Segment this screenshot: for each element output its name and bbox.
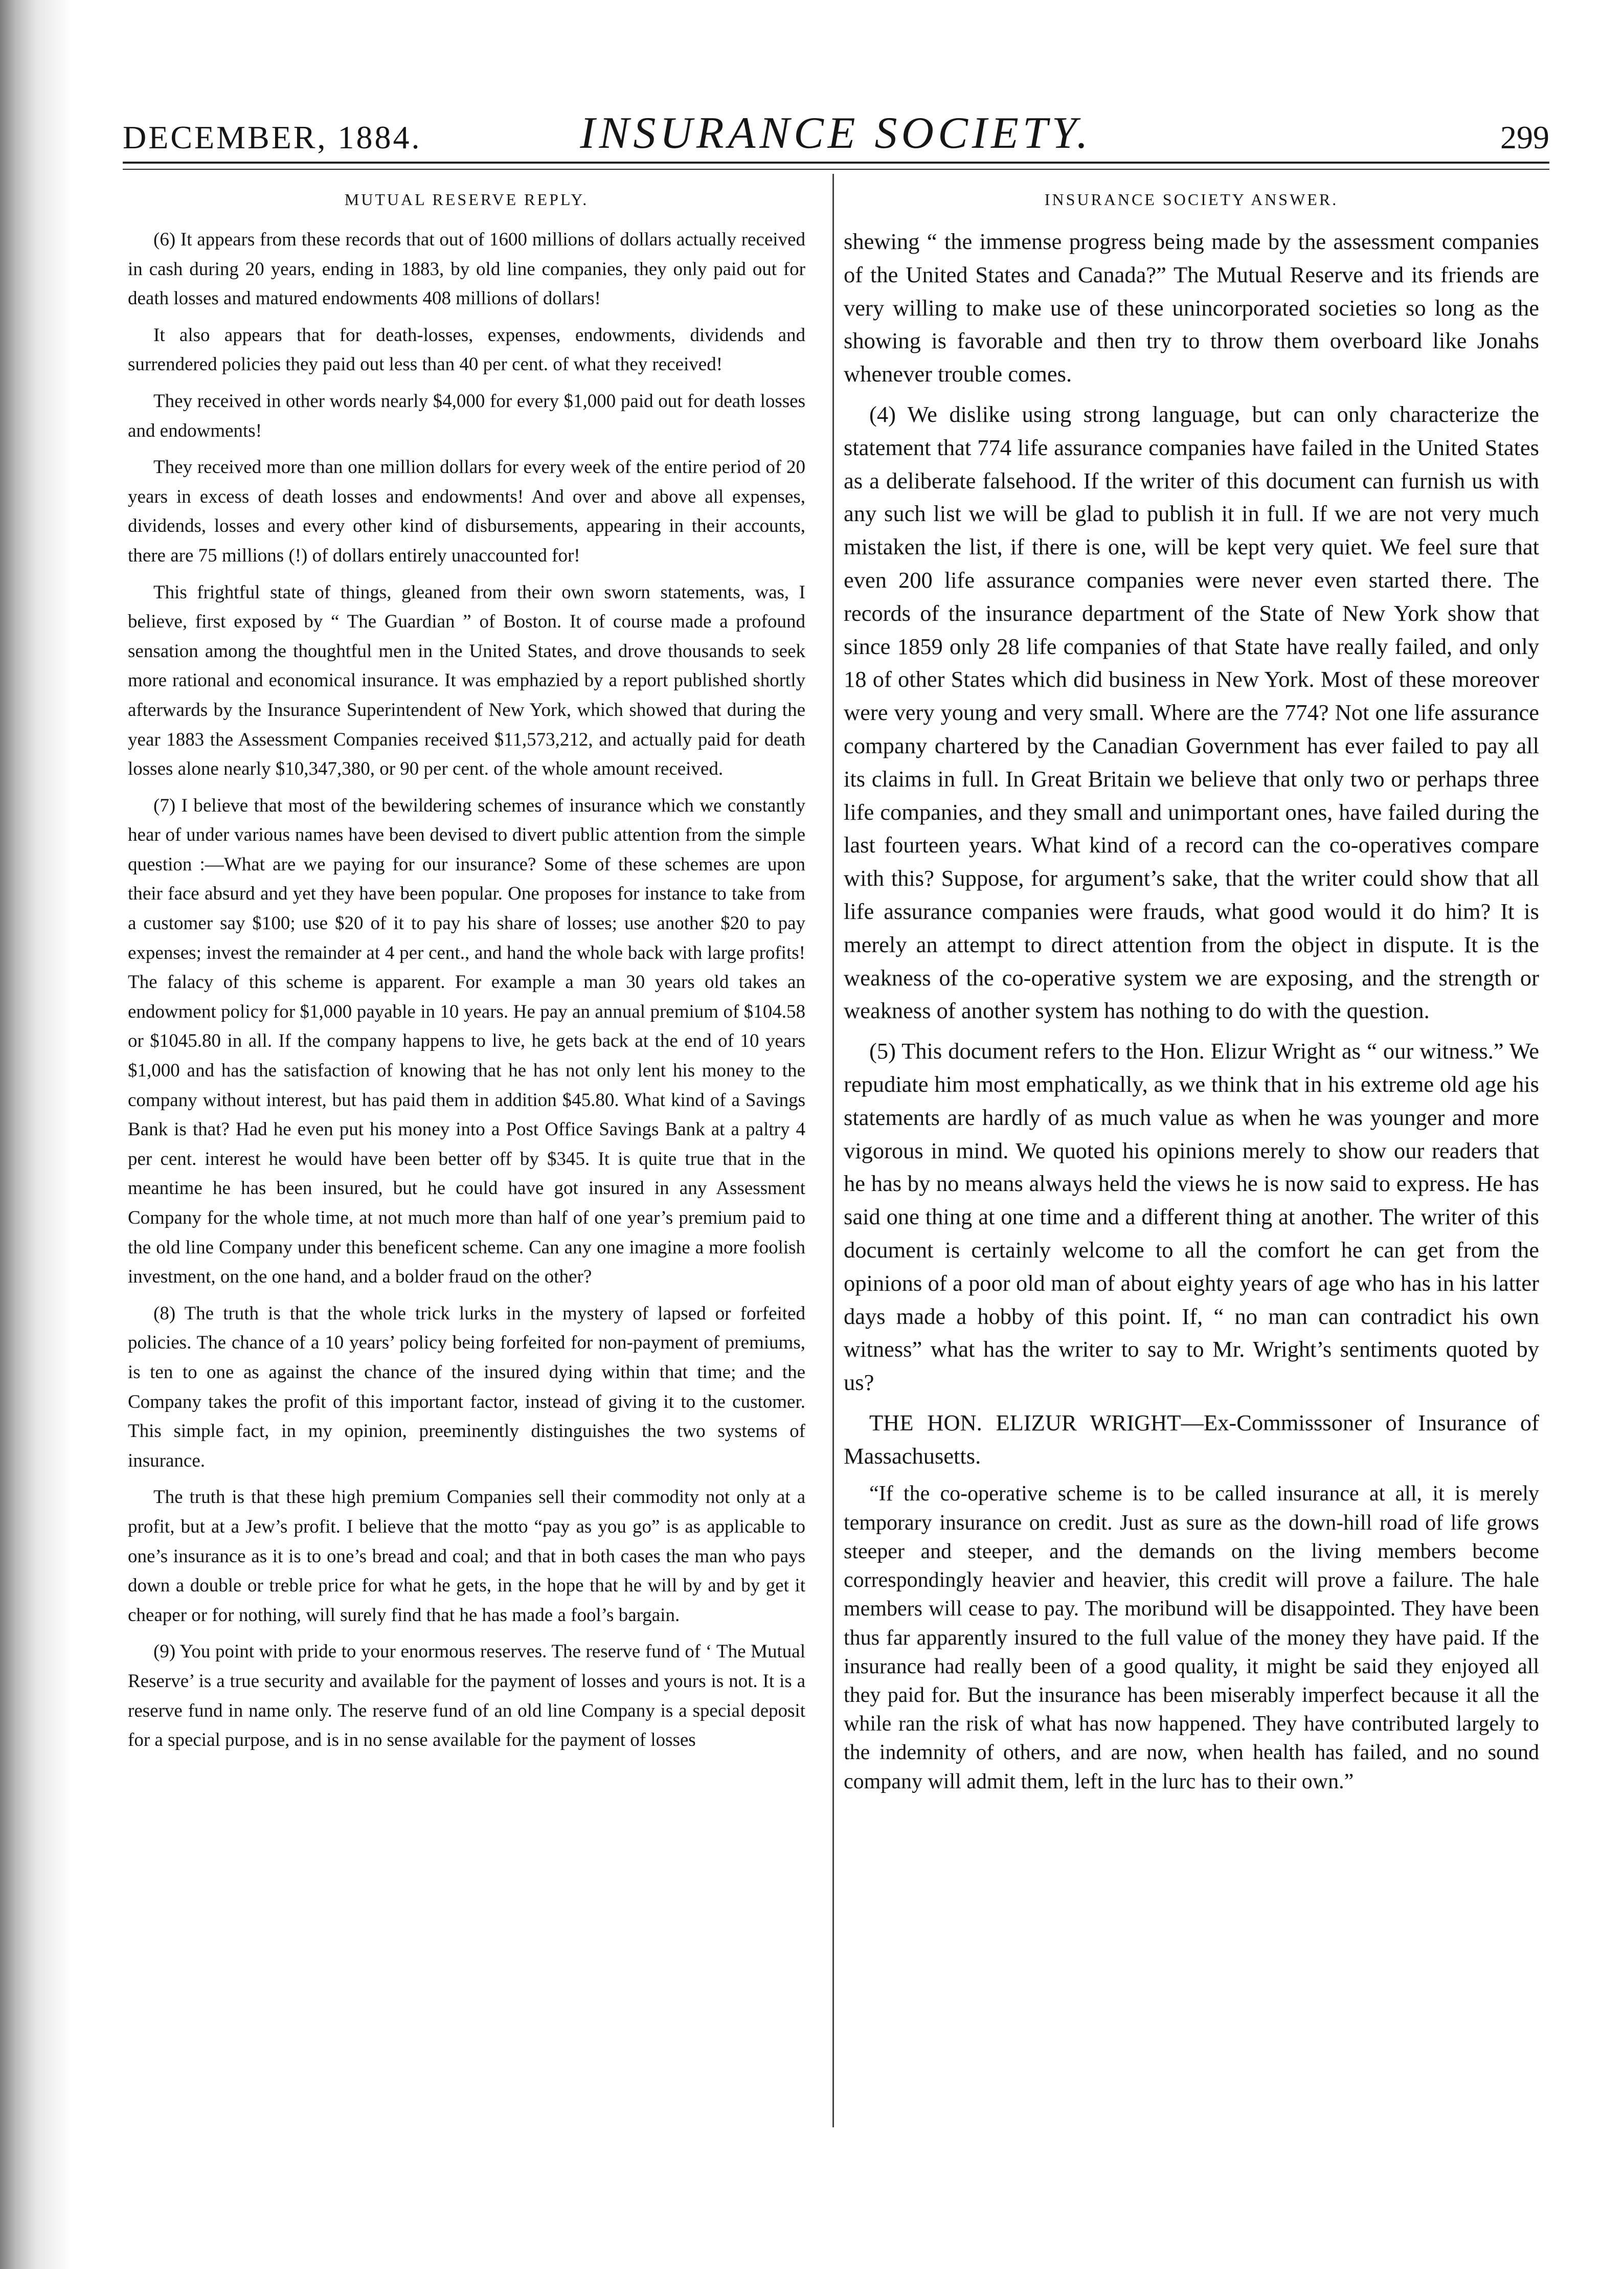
paragraph: shewing “ the immense progress being made by the assessment companies of the United States and Canada?” The Mutual Reserve and its friends are very willing to make use of these unincorporated societies so long as the showing is favorable and then try to throw them overboard like Jonahs whenever trouble comes. <box>844 229 1539 387</box>
issue-date: DECEMBER, 1884. <box>123 119 422 155</box>
right-column <box>844 189 1539 2148</box>
paragraph: (5) This document refers to the Hon. Elizur Wright as “ our witness.” We repudiate him most emphatically, as we think that in his extreme old age his statements are hardly of as much value as when he was younger and more vigorous in mind. We quoted his opinions merely to show our readers that he has by no means always held the views he is now said to express. He has said one thing at one time and a different thing at another. The writer of this document is certainly welcome to all the comfort he can get from the opinions of a poor old man of about eighty years of age who has in his latter days made a hobby of this point. If, “ no man can contradict his own witness” what has the writer to say to Mr. Wright’s sentiments quoted by us? <box>844 1038 1539 1396</box>
left-column-heading: MUTUAL RESERVE REPLY. <box>344 190 589 209</box>
scan-shadow <box>0 0 77 2269</box>
paragraph: They received more than one million dollars for every week of the entire period of 20 years in excess of death losses and endowments! And over and above all expenses, dividends, losses and every other kind of disbursements, appearing in their accounts, there are 75 millions (!) of dollars entirely unaccounted for! <box>128 457 805 566</box>
paragraph: THE HON. ELIZUR WRIGHT—Ex-Commisssoner of Insurance of Massachusetts. <box>844 1409 1539 1469</box>
paragraph: It also appears that for death-losses, expenses, endowments, dividends and surrendered policies they paid out less than 40 per cent. of what they received! <box>128 324 805 375</box>
paragraph: (8) The truth is that the whole trick lurks in the mystery of lapsed or forfeited policies. The chance of a 10 years’ policy being forfeited for non-payment of premiums, is ten to one as against the chance of the insured dying within that time; and the Company takes the profit of this important factor, instead of giving it to the customer. This simple fact, in my opinion, preeminently distinguishes the two systems of insurance. <box>128 1302 805 1471</box>
right-column-heading: INSURANCE SOCIETY ANSWER. <box>1044 190 1339 209</box>
paragraph: (9) You point with pride to your enormous reserves. The reserve fund of ‘ The Mutual Reserve’ is a true security and available for the payment of losses and yours is not. It is a reserve fund in name only. The reserve fund of an old line Company is a special deposit for a special purpose, and is in no sense available for the payment of losses <box>128 1641 805 1751</box>
publication-title: INSURANCE SOCIETY. <box>580 108 1092 158</box>
paragraph: (4) We dislike using strong language, but can only characterize the statement that 774 life assurance companies have failed in the United States as a deliberate falsehood. If the writer of this document can furnish us with any such list we will be glad to publish it in full. If we are not very much mistaken the list, if there is one, will be kept very quiet. We feel sure that even 200 life assurance companies were never even started there. The records of the insurance department of the State of New York show that since 1859 only 28 life companies of that State have really failed, and only 18 of other States which did business in New York. Most of these moreover were very young and very small. Where are the 774? Not one life assurance company chartered by the Canadian Government has ever failed to pay all its claims in full. In Great Britain we believe that only two or perhaps three life companies, and they small and unimportant ones, have failed during the last fourteen years. What kind of a record can the co-operatives compare with this? Suppose, for argument’s sake, that the writer could show that all life assurance companies were frauds, what good would it do him? It is merely an attempt to direct attention from the object in dispute. It is the weakness of the co-operative system we are exposing, and the strength or weakness of another system has nothing to do with the question. <box>844 401 1539 1024</box>
column-divider <box>832 174 834 2127</box>
quotation: “If the co-operative scheme is to be called insurance at all, it is merely temporary insurance on credit. Just as sure as the down-hill road of life grows steeper and steeper, and the demands on the living members become correspondingly heavier and heavier, this credit will prove a failure. The hale members will cease to pay. The moribund will be disappointed. They have been thus far apparently insured to the full value of the money they have paid. If the insurance had really been of a good quality, it might be said they enjoyed all they paid for. But the insurance has been miserably imperfect because it all the while ran the risk of what has now happened. They have contributed largely to the indemnity of others, and are now, when health has failed, and no sound company will admit them, left in the lurc has to their own.” <box>844 1482 1539 1793</box>
paragraph: The truth is that these high premium Companies sell their commodity not only at a profit, but at a Jew’s profit. I believe that the motto “pay as you go” is as applicable to one’s insurance as it is to one’s bread and coal; and that in both cases the man who pays down a double or treble price for what he gets, in the hope that he will by and by get it cheaper or for nothing, will surely find that he has made a fool’s bargain. <box>128 1487 805 1626</box>
header-rule-thin <box>123 169 1549 170</box>
header-rule <box>123 162 1549 164</box>
page-number: 299 <box>1500 119 1549 155</box>
left-column <box>128 189 805 2148</box>
paragraph: This frightful state of things, gleaned from their own sworn statements, was, I believe, first exposed by “ The Guardian ” of Boston. It of course made a profound sensation among the thoughtful men in the United States, and drove thousands to seek more rational and economical insurance. It was emphazied by a report published shortly afterwards by the Insurance Superintendent of New York, which showed that during the year 1883 the Assessment Companies received $11,573,212, and actually paid for death losses alone nearly $10,347,380, or 90 per cent. of the whole amount received. <box>128 581 805 780</box>
paragraph: (6) It appears from these records that out of 1600 millions of dollars actually received in cash during 20 years, ending in 1883, by old line companies, they only paid out for death losses and matured endowments 408 millions of dollars! <box>128 229 805 309</box>
paragraph: (7) I believe that most of the bewildering schemes of insurance which we constantly hear of under various names have been devised to divert public attention from the simple question :—What are we paying for our insurance? Some of these schemes are upon their face absurd and yet they have been popular. One proposes for instance to take from a customer say $100; use $20 of it to pay his share of losses; use another $20 to pay expenses; invest the remainder at 4 per cent., and hand the whole back with large profits! The falacy of this scheme is apparent. For example a man 30 years old takes an endowment policy for $1,000 payable in 10 years. He pay an annual premium of $104.58 or $1045.80 in all. If the company happens to live, he gets back at the end of 10 years $1,000 and has the satisfaction of knowing that he has not only lent his money to the company without interest, but has paid them in addition $45.80. What kind of a Savings Bank is that? Had he even put his money into a Post Office Savings Bank at a paltry 4 per cent. interest he would have been better off by $345. It is quite true that in the meantime he has been insured, but he could have got insured in any Assessment Company for the whole time, at not much more than half of one year’s premium paid to the old line Company under this beneficent scheme. Can any one imagine a more foolish investment, on the one hand, and a bolder fraud on the other? <box>128 795 805 1288</box>
page-header <box>123 107 1549 164</box>
paragraph: They received in other words nearly $4,000 for every $1,000 paid out for death losses and endowments! <box>128 390 805 441</box>
